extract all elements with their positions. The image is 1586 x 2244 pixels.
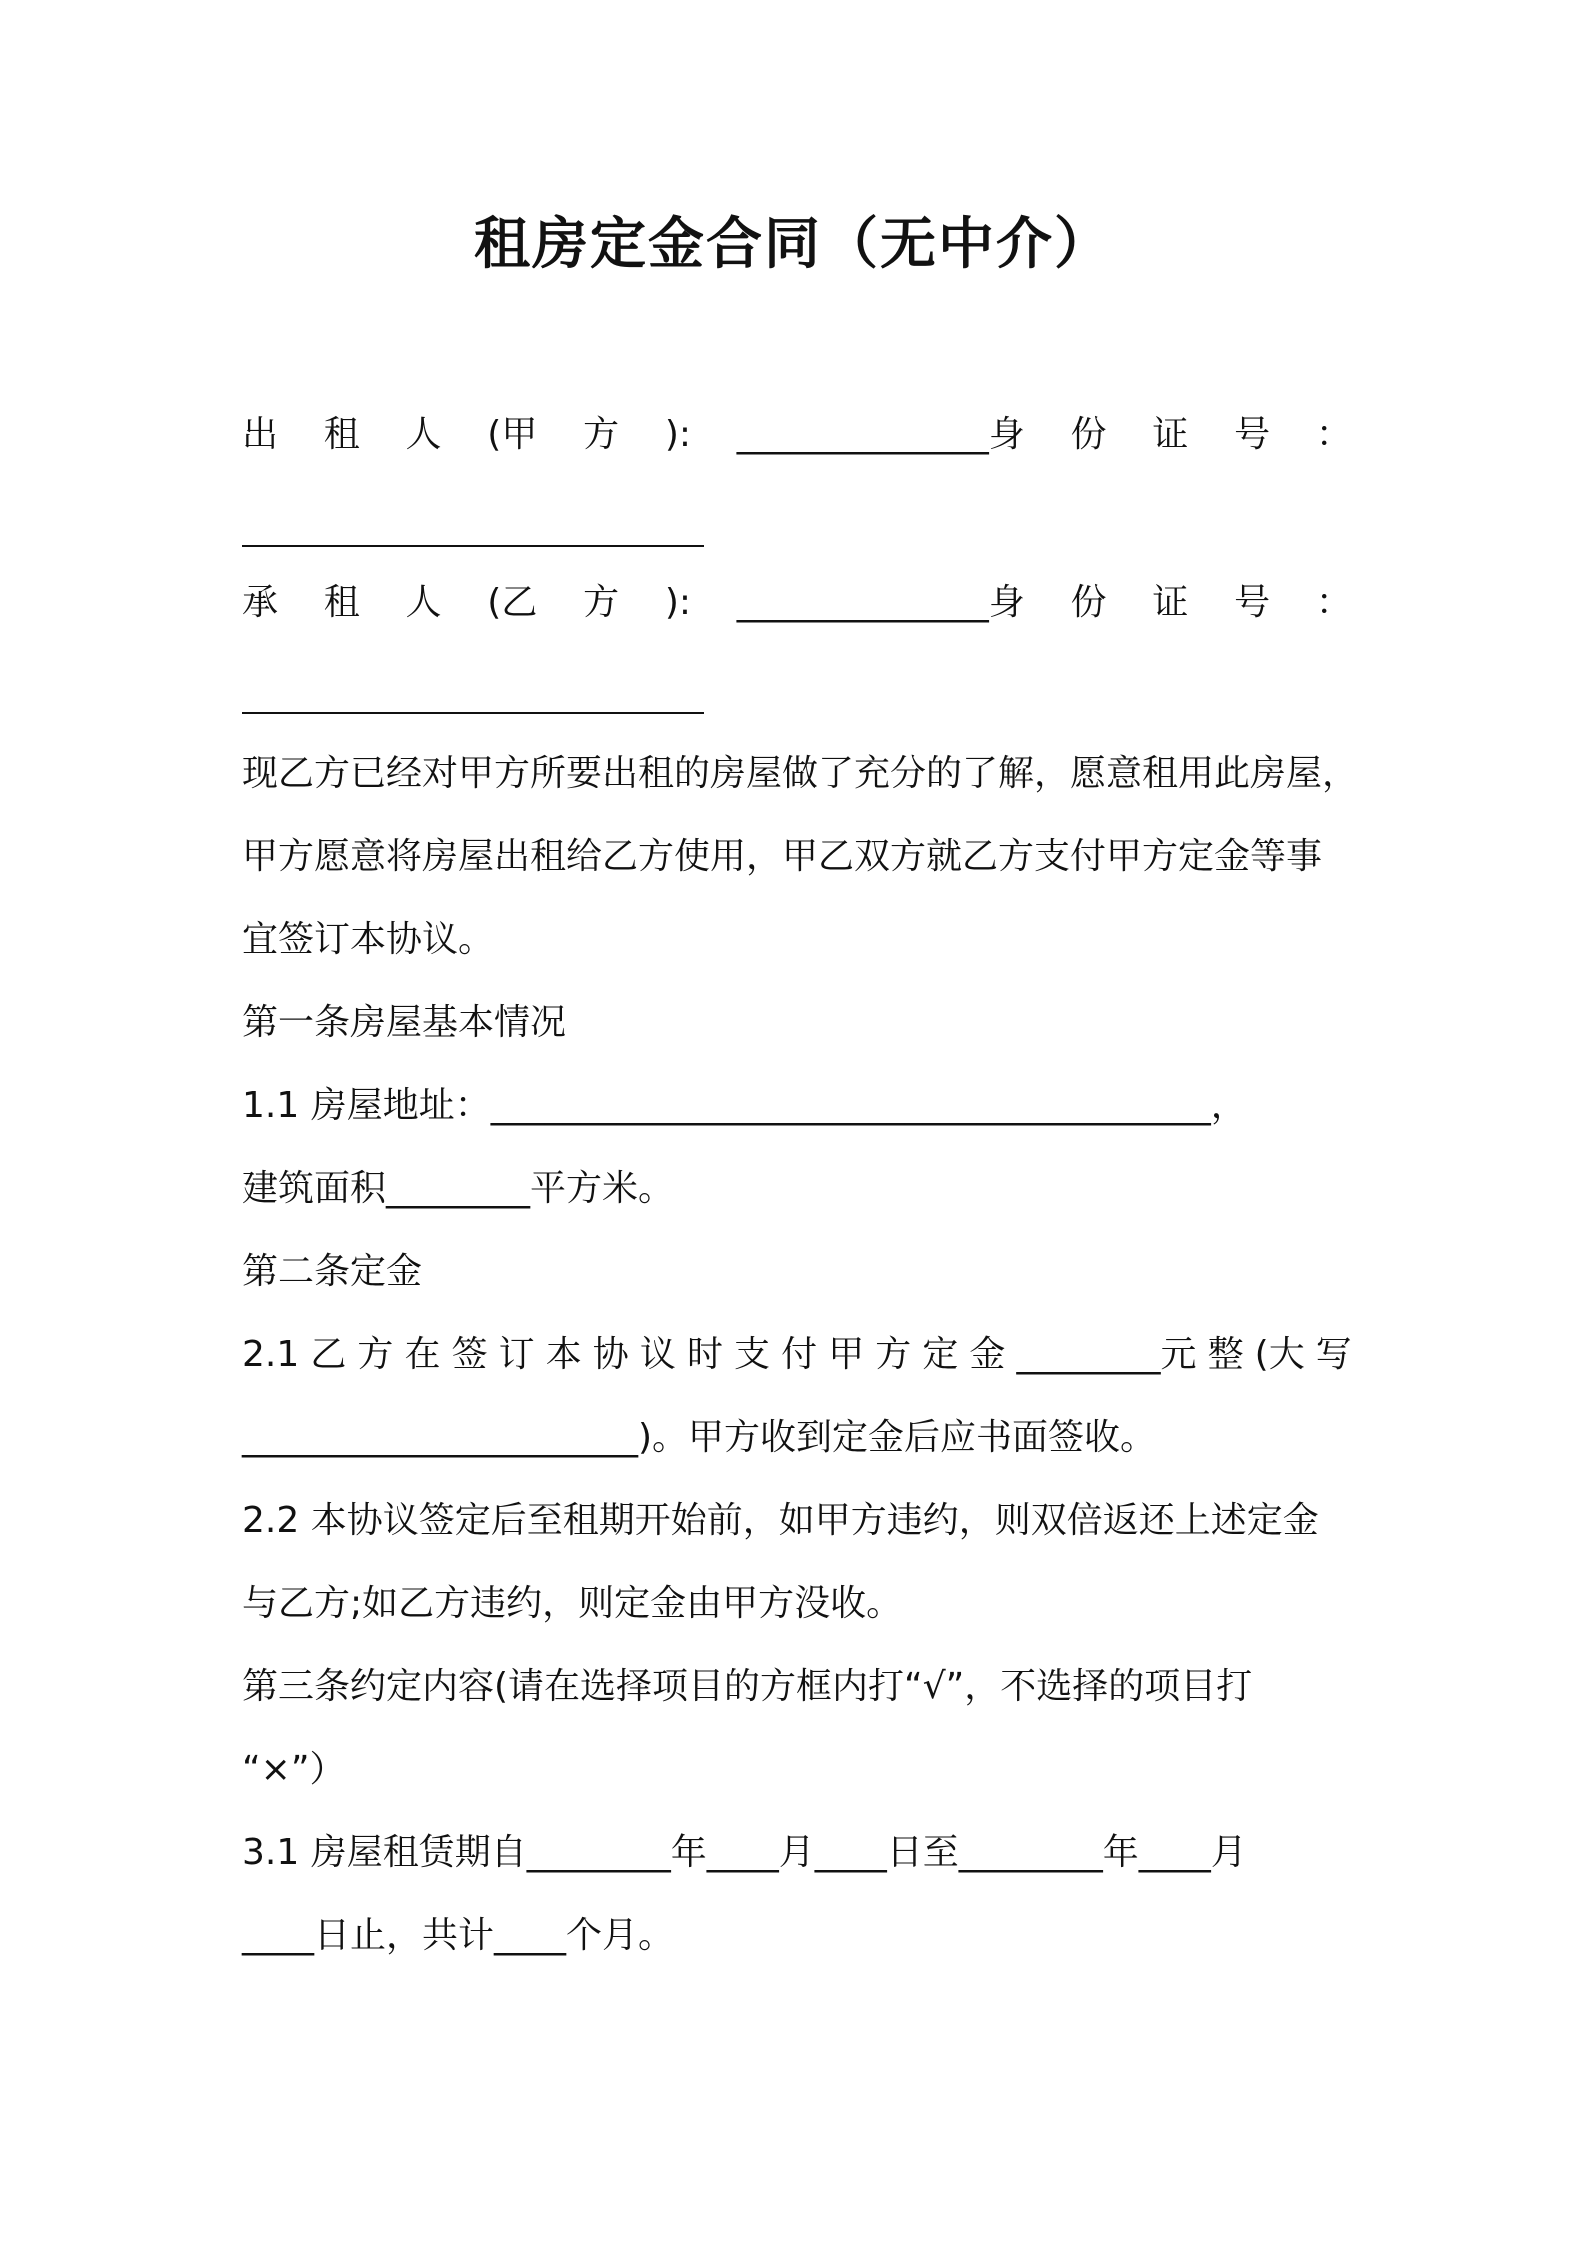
lessee-label-char: 方 — [583, 582, 620, 623]
clause-1-1-cont: 建筑面积________平方米。 — [242, 1168, 675, 1209]
lessor-name-blank: ______________身 — [736, 414, 1025, 455]
clause-2-1-word: 订 — [498, 1334, 535, 1375]
lessee-label-char: 号 — [1234, 582, 1271, 623]
clause-2-1-word: 2.1 — [242, 1334, 300, 1375]
lessor-label-char: 人 — [405, 414, 442, 455]
lessee-label-char: ： — [1315, 582, 1352, 623]
lessor-label-char: 号 — [1234, 414, 1271, 455]
clause-2-1-word: 方 — [357, 1334, 394, 1375]
page-title: 租房定金合同（无中介） — [474, 212, 1112, 277]
lessor-label-char: 出 — [242, 414, 279, 455]
clause-2-1-word: 金 — [969, 1334, 1006, 1375]
clause-2-2: 2.2 本协议签定后至租期开始前，如甲方违约，则双倍返还上述定金 — [242, 1500, 1319, 1541]
lessor-label-char: 份 — [1070, 414, 1107, 455]
clause-2-1-word: 时 — [686, 1334, 723, 1375]
clause-2-1-word: 协 — [592, 1334, 629, 1375]
lessee-label-char: 份 — [1070, 582, 1107, 623]
lessee-line — [242, 573, 1352, 633]
lessee-id-blank — [242, 712, 704, 714]
lessor-label-char: ): — [664, 414, 692, 455]
clause-2-1-word: 甲 — [828, 1334, 865, 1375]
clause-2-1-word: 支 — [734, 1334, 771, 1375]
lessor-label-char: (甲 — [487, 414, 538, 455]
article-1-heading: 第一条房屋基本情况 — [242, 1002, 567, 1043]
clause-3-1-cont: ____日止，共计____个月。 — [242, 1915, 675, 1956]
clause-2-2-cont: 与乙方;如乙方违约，则定金由甲方没收。 — [242, 1583, 903, 1624]
clause-2-1-word: 方 — [875, 1334, 912, 1375]
clause-3-1: 3.1 房屋租赁期自________年____月____日至________年____月 — [242, 1832, 1247, 1873]
clause-2-1-word: 签 — [451, 1334, 488, 1375]
clause-2-1-word: 付 — [781, 1334, 818, 1375]
lessee-label-char: (乙 — [487, 582, 538, 623]
clause-2-1-word: 本 — [545, 1334, 582, 1375]
clause-2-1-word: 在 — [404, 1334, 441, 1375]
clause-2-1-word: 议 — [639, 1334, 676, 1375]
article-3-heading-cont: “×”） — [242, 1749, 346, 1790]
lessor-id-blank — [242, 545, 704, 547]
article-3-heading: 第三条约定内容(请在选择项目的方框内打“√”，不选择的项目打 — [242, 1666, 1253, 1707]
clause-2-1-word: 定 — [922, 1334, 959, 1375]
lessee-label-char: ): — [664, 582, 692, 623]
lessor-label-char: 租 — [323, 414, 360, 455]
lessor-label-char: ： — [1315, 414, 1352, 455]
clause-2-1-word: 乙 — [310, 1334, 347, 1375]
lessee-label-char: 租 — [323, 582, 360, 623]
article-2-heading: 第二条定金 — [242, 1251, 423, 1292]
intro-paragraph-line: 甲方愿意将房屋出租给乙方使用，甲乙双方就乙方支付甲方定金等事 — [242, 836, 1323, 877]
clause-2-1-word: 写 — [1315, 1334, 1352, 1375]
lessee-name-blank: ______________身 — [736, 582, 1025, 623]
intro-paragraph-line: 现乙方已经对甲方所要出租的房屋做了充分的了解，愿意租用此房屋， — [242, 753, 1359, 794]
clause-2-1-word: (大 — [1254, 1334, 1305, 1375]
clause-2-1-cont: ______________________)。甲方收到定金后应书面签收。 — [242, 1417, 1157, 1458]
lessor-line — [242, 405, 1352, 465]
intro-paragraph-line: 宜签订本协议。 — [242, 919, 495, 960]
lessor-label-char: 方 — [583, 414, 620, 455]
clause-2-1 — [242, 1325, 1352, 1385]
lessee-label-char: 承 — [242, 582, 279, 623]
clause-2-1-word: 整 — [1207, 1334, 1244, 1375]
clause-2-1-word: ________元 — [1016, 1334, 1197, 1375]
lessee-label-char: 人 — [405, 582, 442, 623]
lessee-label-char: 证 — [1152, 582, 1189, 623]
lessor-label-char: 证 — [1152, 414, 1189, 455]
clause-1-1: 1.1 房屋地址：________________________________________， — [242, 1085, 1247, 1126]
